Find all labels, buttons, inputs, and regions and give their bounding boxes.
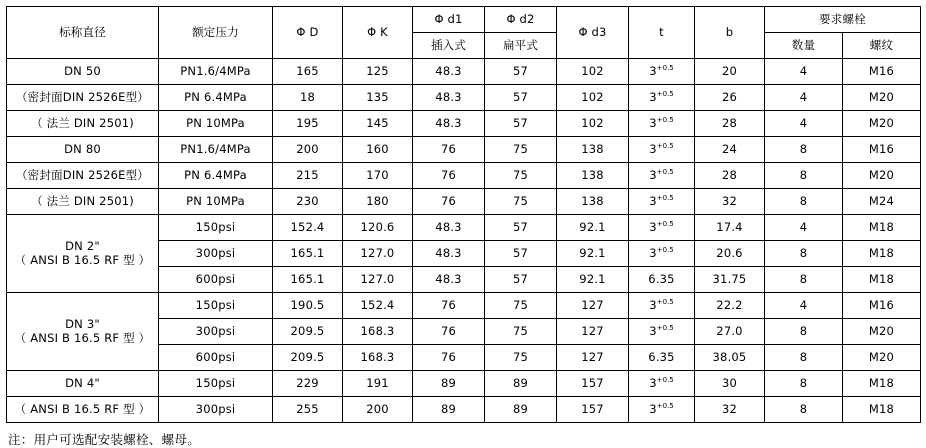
cell-t-tolerance: +0.5 [656,220,674,229]
cell-d: 165 [273,59,343,85]
cell-t-tolerance: +0.5 [656,376,674,385]
header-phi-d: Φ D [273,7,343,59]
cell-d2: 57 [485,85,557,111]
cell-nominal-diameter: （ 法兰 DIN 2501) [7,189,159,215]
cell-b: 27.0 [695,319,765,345]
cell-thread: M18 [843,241,921,267]
cell-d2: 57 [485,59,557,85]
table-row [7,111,921,137]
cell-k: 127.0 [343,267,413,293]
cell-nominal-diameter: DN 4" [7,371,159,397]
cell-d1: 76 [413,137,485,163]
cell-k: 127.0 [343,241,413,267]
cell-thread: M24 [843,189,921,215]
cell-b: 30 [695,371,765,397]
cell-t-tolerance: +0.5 [656,168,674,177]
nominal-diameter-line2: （ ANSI B 16.5 RF 型 ） [14,252,151,267]
cell-qty: 8 [765,163,843,189]
header-phi-d3: Φ d3 [557,7,629,59]
cell-b: 20.6 [695,241,765,267]
cell-d3: 92.1 [557,215,629,241]
cell-d: 18 [273,85,343,111]
cell-d2: 89 [485,371,557,397]
cell-k: 152.4 [343,293,413,319]
cell-d3: 127 [557,319,629,345]
cell-t-tolerance: +0.5 [656,298,674,307]
cell-t: $3^{+0.5}$ [629,241,695,267]
cell-d1: 48.3 [413,267,485,293]
cell-d: 229 [273,371,343,397]
cell-qty: 4 [765,215,843,241]
cell-d1: 89 [413,397,485,423]
cell-k: 120.6 [343,215,413,241]
cell-k: 170 [343,163,413,189]
cell-d1: 48.3 [413,241,485,267]
cell-d1: 89 [413,371,485,397]
cell-d: 190.5 [273,293,343,319]
cell-qty: 4 [765,111,843,137]
cell-d: 209.5 [273,319,343,345]
cell-d2: 75 [485,137,557,163]
cell-rated-pressure: PN1.6/4MPa [159,59,273,85]
cell-qty: 4 [765,293,843,319]
cell-b: 22.2 [695,293,765,319]
cell-nominal-diameter: （密封面DIN 2526E型） [7,85,159,111]
cell-t-tolerance: +0.5 [656,194,674,203]
cell-t: $3^{+0.5}$ [629,163,695,189]
header-phi-d1-sub: 插入式 [413,33,485,59]
cell-rated-pressure: 150psi [159,293,273,319]
cell-rated-pressure: PN 6.4MPa [159,163,273,189]
cell-k: 145 [343,111,413,137]
cell-d: 195 [273,111,343,137]
cell-thread: M18 [843,371,921,397]
cell-k: 168.3 [343,345,413,371]
cell-d3: 138 [557,163,629,189]
cell-d1: 48.3 [413,111,485,137]
cell-d: 152.4 [273,215,343,241]
cell-rated-pressure: PN1.6/4MPa [159,137,273,163]
cell-b: 32 [695,397,765,423]
cell-qty: 4 [765,59,843,85]
footnote: 注：用户可选配安装螺栓、螺母。 [8,432,201,447]
cell-d2: 57 [485,267,557,293]
cell-rated-pressure: 300psi [159,241,273,267]
header-bolt-thread: 螺纹 [843,33,921,59]
cell-t: 6.35 [629,267,695,293]
cell-b: 38.05 [695,345,765,371]
cell-d: 165.1 [273,241,343,267]
cell-t-tolerance: +0.5 [656,246,674,255]
cell-d3: 138 [557,189,629,215]
cell-d2: 89 [485,397,557,423]
cell-d2: 75 [485,189,557,215]
header-b: b [695,7,765,59]
cell-d: 255 [273,397,343,423]
cell-t: $3^{+0.5}$ [629,397,695,423]
cell-rated-pressure: PN 10MPa [159,111,273,137]
cell-d2: 57 [485,111,557,137]
cell-d3: 102 [557,85,629,111]
cell-t: $3^{+0.5}$ [629,371,695,397]
table-row [7,293,921,319]
cell-d1: 76 [413,319,485,345]
cell-d1: 76 [413,293,485,319]
cell-t-tolerance: +0.5 [656,324,674,333]
cell-thread: M16 [843,59,921,85]
cell-thread: M18 [843,397,921,423]
cell-d3: 157 [557,371,629,397]
header-rated-pressure: 额定压力 [159,7,273,59]
cell-b: 32 [695,189,765,215]
cell-d1: 76 [413,163,485,189]
cell-thread: M18 [843,267,921,293]
cell-t: $3^{+0.5}$ [629,319,695,345]
cell-d3: 102 [557,59,629,85]
table-row [7,85,921,111]
cell-d3: 157 [557,397,629,423]
cell-k: 200 [343,397,413,423]
cell-thread: M20 [843,163,921,189]
cell-d2: 75 [485,319,557,345]
header-phi-k: Φ K [343,7,413,59]
header-phi-d1: Φ d1 [413,7,485,33]
cell-b: 17.4 [695,215,765,241]
cell-d2: 75 [485,293,557,319]
cell-t: $3^{+0.5}$ [629,111,695,137]
cell-d1: 76 [413,189,485,215]
cell-qty: 8 [765,189,843,215]
cell-k: 191 [343,371,413,397]
cell-rated-pressure: 300psi [159,397,273,423]
cell-d1: 48.3 [413,215,485,241]
cell-nominal-diameter [7,293,159,371]
cell-rated-pressure: 300psi [159,319,273,345]
cell-nominal-diameter: DN 50 [7,59,159,85]
cell-nominal-diameter: DN 80 [7,137,159,163]
cell-nominal-diameter: （ 法兰 DIN 2501) [7,111,159,137]
cell-d2: 57 [485,241,557,267]
cell-d3: 92.1 [557,267,629,293]
cell-thread: M20 [843,85,921,111]
cell-qty: 8 [765,137,843,163]
cell-k: 168.3 [343,319,413,345]
cell-b: 31.75 [695,267,765,293]
cell-d1: 48.3 [413,59,485,85]
table-row [7,163,921,189]
cell-d: 165.1 [273,267,343,293]
cell-t: $3^{+0.5}$ [629,85,695,111]
cell-t: $3^{+0.5}$ [629,293,695,319]
cell-d2: 75 [485,345,557,371]
cell-d2: 57 [485,215,557,241]
cell-d3: 102 [557,111,629,137]
cell-thread: M18 [843,215,921,241]
cell-t: $3^{+0.5}$ [629,137,695,163]
cell-t: $3^{+0.5}$ [629,215,695,241]
cell-qty: 8 [765,345,843,371]
cell-rated-pressure: PN 10MPa [159,189,273,215]
cell-d3: 127 [557,345,629,371]
cell-qty: 8 [765,319,843,345]
header-nominal-diameter: 标称直径 [7,7,159,59]
cell-qty: 8 [765,241,843,267]
cell-t-tolerance: +0.5 [656,90,674,99]
header-t: t [629,7,695,59]
cell-thread: M16 [843,293,921,319]
cell-k: 125 [343,59,413,85]
cell-b: 28 [695,111,765,137]
cell-d1: 48.3 [413,85,485,111]
cell-qty: 8 [765,371,843,397]
table-row [7,215,921,241]
header-bolts-group: 要求螺栓 [765,7,921,33]
cell-t-tolerance: +0.5 [656,142,674,151]
nominal-diameter-line1: DN 3" [65,317,100,332]
header-phi-d2-sub: 扁平式 [485,33,557,59]
cell-d3: 92.1 [557,241,629,267]
cell-nominal-diameter [7,215,159,293]
cell-thread: M20 [843,111,921,137]
flange-spec-table [6,6,921,423]
cell-thread: M16 [843,137,921,163]
table-row [7,397,921,423]
cell-k: 180 [343,189,413,215]
cell-t-tolerance: +0.5 [656,402,674,411]
cell-qty: 4 [765,85,843,111]
cell-rated-pressure: 150psi [159,371,273,397]
cell-rated-pressure: 150psi [159,215,273,241]
nominal-diameter-line2: （ ANSI B 16.5 RF 型 ） [14,330,151,345]
cell-rated-pressure: 600psi [159,267,273,293]
cell-qty: 8 [765,267,843,293]
cell-t: $3^{+0.5}$ [629,189,695,215]
cell-d2: 75 [485,163,557,189]
cell-d1: 76 [413,345,485,371]
table-header [7,7,921,59]
cell-k: 135 [343,85,413,111]
cell-b: 28 [695,163,765,189]
cell-d3: 138 [557,137,629,163]
cell-t: 6.35 [629,345,695,371]
cell-b: 26 [695,85,765,111]
cell-d: 200 [273,137,343,163]
cell-d: 230 [273,189,343,215]
cell-t-tolerance: +0.5 [656,116,674,125]
nominal-diameter-line1: DN 2" [65,239,100,254]
header-bolt-quantity: 数量 [765,33,843,59]
cell-b: 20 [695,59,765,85]
cell-rated-pressure: PN 6.4MPa [159,85,273,111]
cell-rated-pressure: 600psi [159,345,273,371]
table-row [7,371,921,397]
table-row [7,137,921,163]
cell-nominal-diameter: （密封面DIN 2526E型） [7,163,159,189]
cell-d3: 127 [557,293,629,319]
header-phi-d2: Φ d2 [485,7,557,33]
table-body [7,59,921,423]
cell-t-tolerance: +0.5 [656,64,674,73]
cell-b: 24 [695,137,765,163]
cell-t: $3^{+0.5}$ [629,59,695,85]
table-row [7,189,921,215]
cell-thread: M20 [843,345,921,371]
cell-thread: M20 [843,319,921,345]
cell-qty: 8 [765,397,843,423]
cell-nominal-diameter: （ ANSI B 16.5 RF 型 ） [7,397,159,423]
table-row [7,59,921,85]
cell-d: 209.5 [273,345,343,371]
cell-d: 215 [273,163,343,189]
cell-k: 160 [343,137,413,163]
